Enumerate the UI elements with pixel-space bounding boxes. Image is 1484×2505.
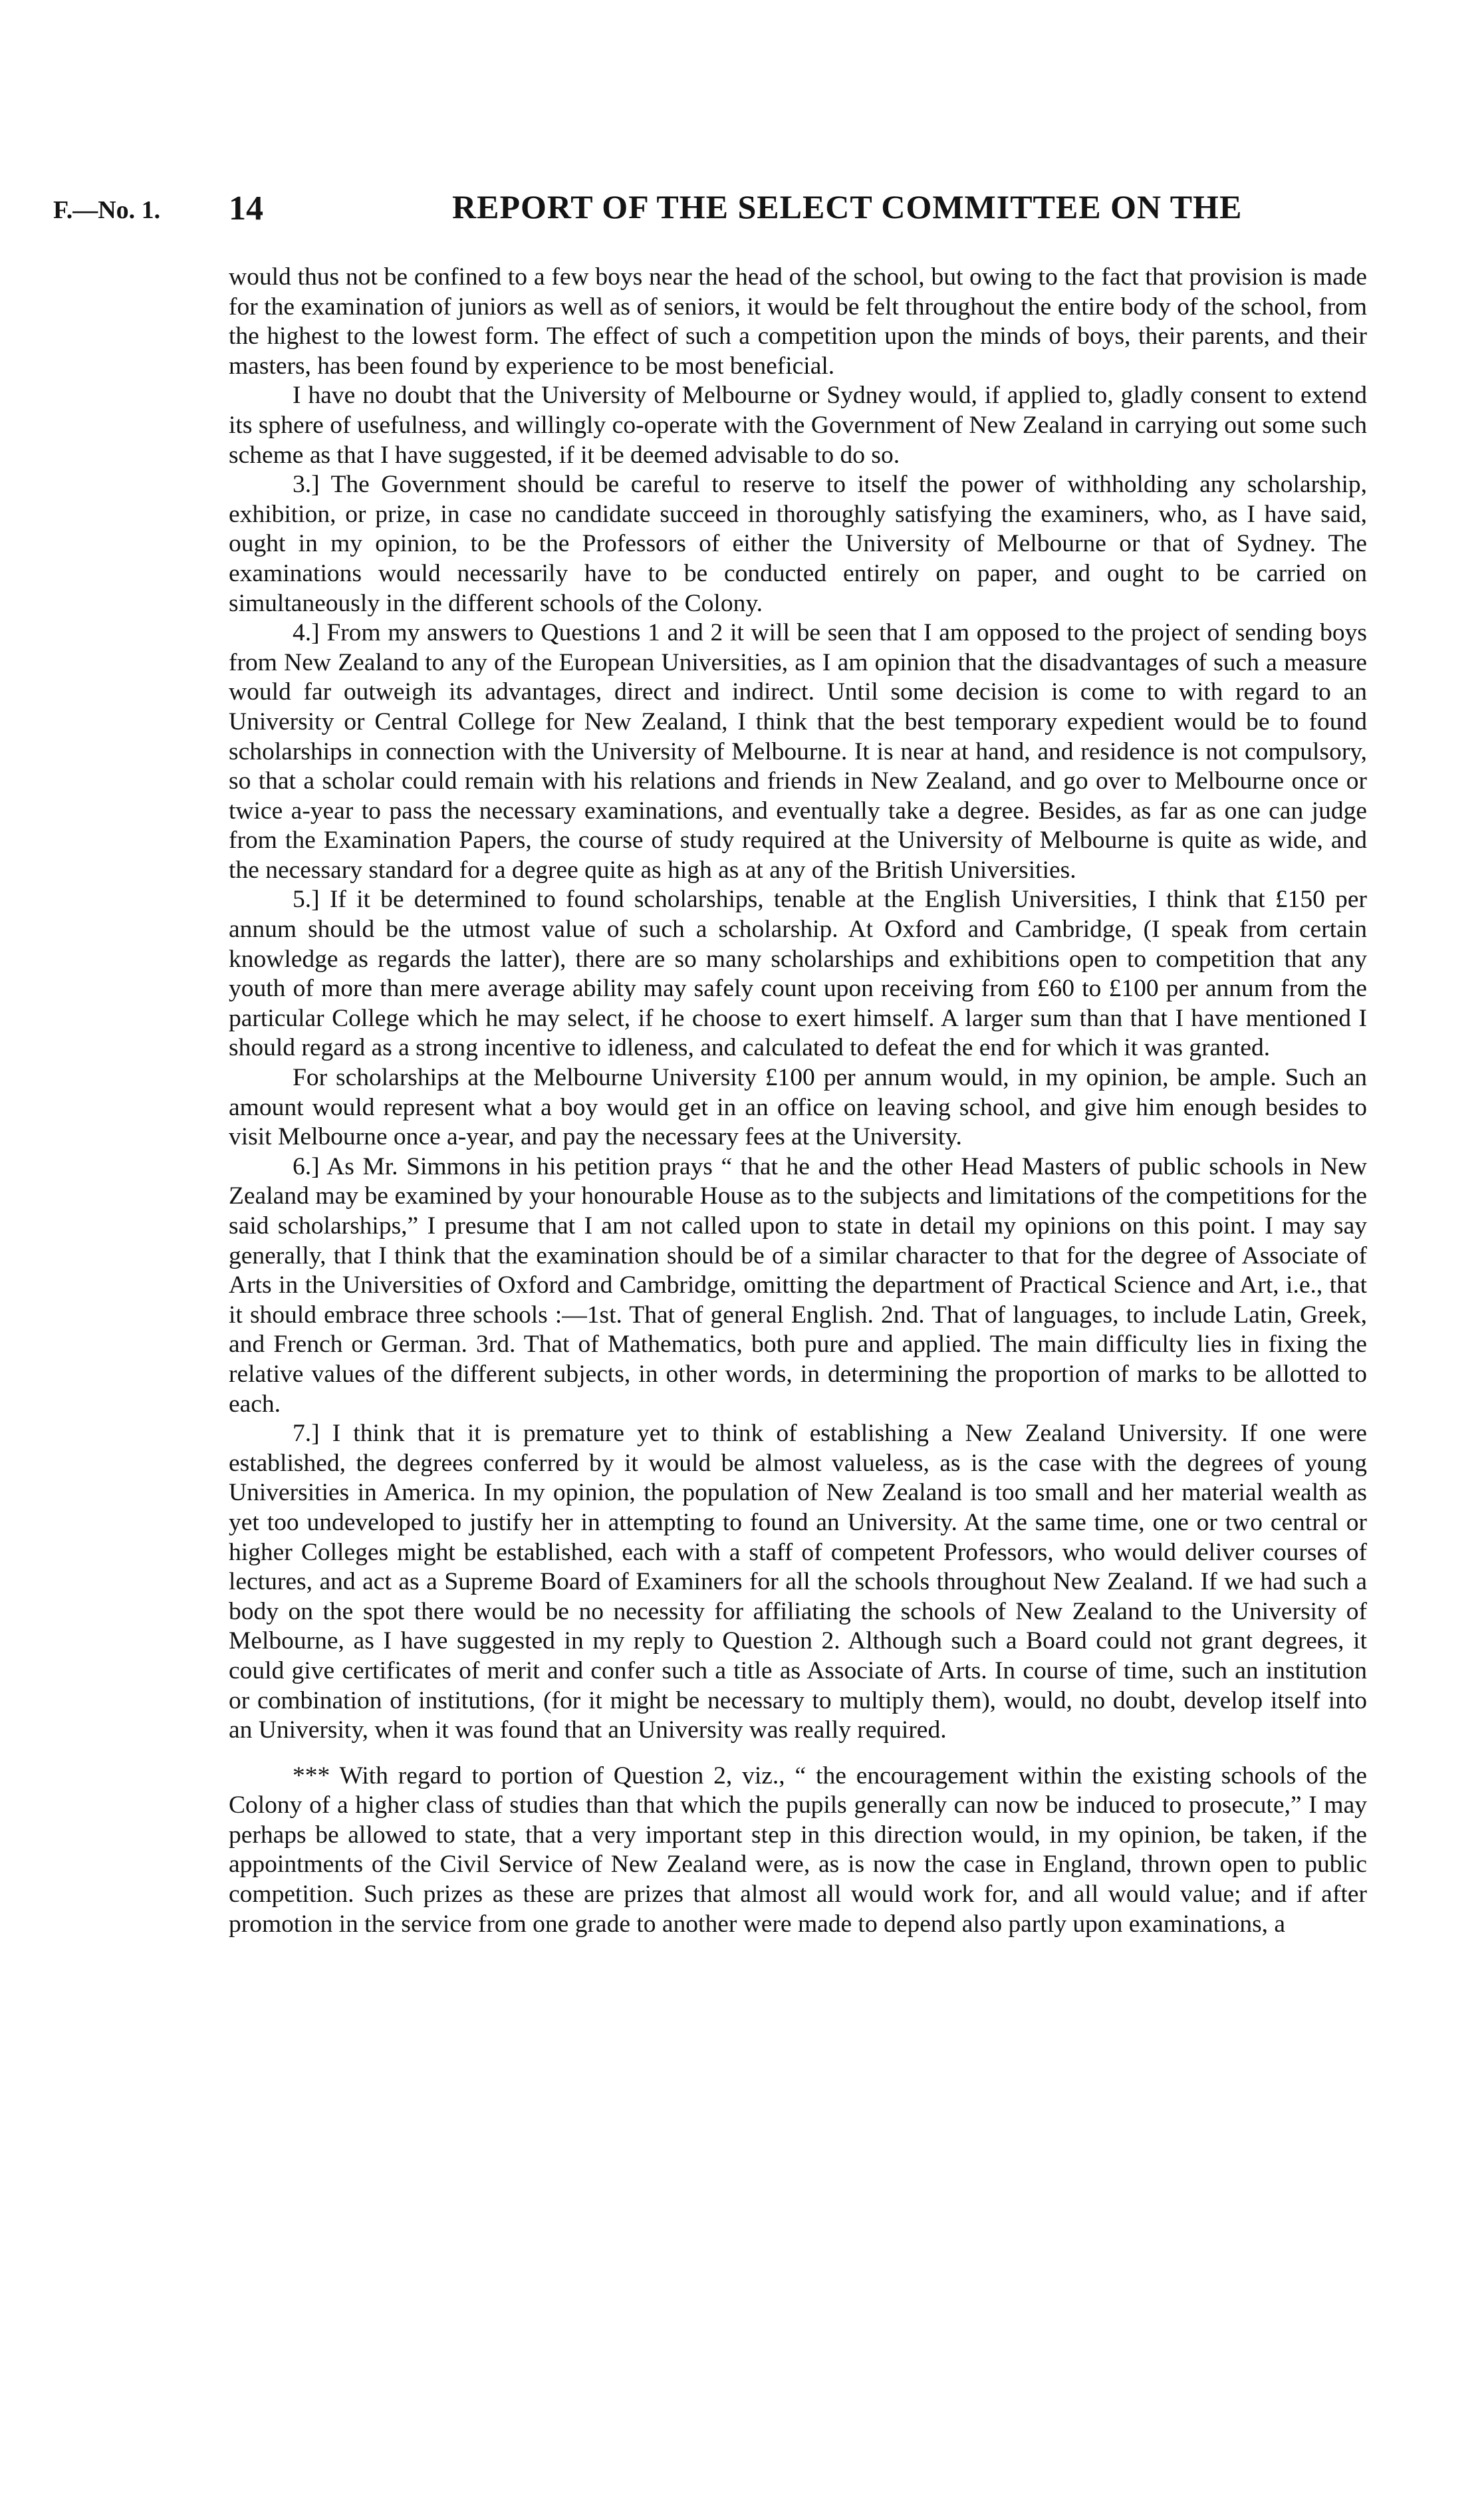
page-number: 14 (229, 190, 263, 227)
paragraph-university-consent: I have no doubt that the University of Melbourne or Sydney would, if applied to, gladly consent to extend its sphere of usefulness, and willingly co-operate with the Government of New Zealand in carrying out some such scheme as that I have suggested, if it be deemed advisable to do so. (229, 382, 1367, 469)
paragraph-answer-5: 5.] If it be determined to found scholarships, tenable at the English Universities, I think that £150 per annum should be the utmost value of such a scholarship. At Oxford and Cambridge, (I speak from certain knowledge as regards the latter), there are so many scholarships and exhibitions open to competition that any youth of more than mere average ability may safely count upon receiving from £60 to £100 per annum from the particular College which he may select, if he choose to exert himself. A larger sum than that I have mentioned I should regard as a strong incentive to idleness, and calculated to defeat the end for which it was granted. (229, 886, 1367, 1062)
paragraph-answer-4: 4.] From my answers to Questions 1 and 2 it will be seen that I am opposed to the project of sending boys from New Zealand to any of the European Universities, as I am opinion that the disadvantages of such a measure would far outweigh its advantages, direct and indirect. Until some decision is come to with regard to an University or Central College for New Zealand, I think that the best temporary expedient would be to found scholarships in connection with the University of Melbourne. It is near at hand, and residence is not compulsory, so that a scholar could remain with his relations and friends in New Zealand, and go over to Melbourne once or twice a-year to pass the necessary examinations, and eventually take a degree. Besides, as far as one can judge from the Examination Papers, the course of study required at the University of Melbourne is quite as wide, and the necessary standard for a degree quite as high as at any of the British Universities. (229, 619, 1367, 884)
paragraph-answer-3: 3.] The Government should be careful to reserve to itself the power of withholding any scholarship, exhibition, or prize, in case no candidate succeed in thoroughly satisfying the examiners, who, as I have said, ought in my opinion, to be the Professors of either the University of Melbourne or that of Sydney. The examinations would necessarily have to be conducted entirely on paper, and ought to be carried on simultaneously in the different schools of the Colony. (229, 471, 1367, 617)
paragraph-civil-service-note: *** With regard to portion of Question 2, viz., “ the encouragement within the existing schools of the Colony of a higher class of studies than that which the pupils generally can now be induced to prosecute,” I may perhaps be allowed to state, that a very important step in this direction would, in my opinion, be taken, if the appointments of the Civil Service of New Zealand were, as is now the case in England, thrown open to public competition. Such prizes as these are prizes that almost all would work for, and all would value; and if after promotion in the service from one grade to another were made to depend also partly upon examinations, a (229, 1762, 1367, 1938)
report-body (229, 263, 1367, 1939)
paragraph-answer-7: 7.] I think that it is premature yet to think of establishing a New Zealand University. If one were established, the degrees conferred by it would be almost valueless, as is the case with the degrees of young Universities in America. In my opinion, the population of New Zealand is too small and her material wealth as yet too undeveloped to justify her in attempting to found an University. At the same time, one or two central or higher Colleges might be established, each with a staff of competent Professors, who would deliver courses of lectures, and act as a Supreme Board of Examiners for all the schools throughout New Zealand. If we had such a body on the spot there would be no necessity for affiliating the schools of New Zealand to the University of Melbourne, as I have suggested in my reply to Question 2. Although such a Board could not grant degrees, it could give certificates of merit and confer such a title as Associate of Arts. In course of time, such an institution or combination of institutions, (for it might be necessary to multiply them), would, no doubt, develop itself into an University, when it was found that an University was really required. (229, 1420, 1367, 1744)
running-head: REPORT OF THE SELECT COMMITTEE ON THE (452, 188, 1243, 225)
paragraph-answer-6: 6.] As Mr. Simmons in his petition prays “ that he and the other Head Masters of public schools in New Zealand may be examined by your honourable House as to the subjects and limitations of the competitions for the said scholarships,” I presume that I am not called upon to state in detail my opinions on this point. I may say generally, that I think that the examination should be of a similar character to that for the degree of Associate of Arts in the Universities of Oxford and Cambridge, omitting the department of Practical Science and Art, i.e., that it should embrace three schools :—1st. That of general English. 2nd. That of languages, to include Latin, Greek, and French or German. 3rd. That of Mathematics, both pure and applied. The main difficulty lies in fixing the relative values of the different subjects, in other words, in determining the proportion of marks to be allotted to each. (229, 1152, 1367, 1418)
page-header (53, 186, 1383, 239)
document-reference: F.—No. 1. (53, 196, 161, 224)
paragraph-continuation: would thus not be confined to a few boys near the head of the school, but owing to the fact that provision is made for the examination of juniors as well as of seniors, it would be felt throughout the entire body of the school, from the highest to the lowest form. The effect of such a competition upon the minds of boys, their parents, and their masters, has been found by experience to be most beneficial. (229, 263, 1367, 380)
paragraph-melbourne-scholarships: For scholarships at the Melbourne University £100 per annum would, in my opinion, be ample. Such an amount would represent what a boy would get in an office on leaving school, and give him enough besides to visit Melbourne once a-year, and pay the necessary fees at the University. (229, 1064, 1367, 1151)
